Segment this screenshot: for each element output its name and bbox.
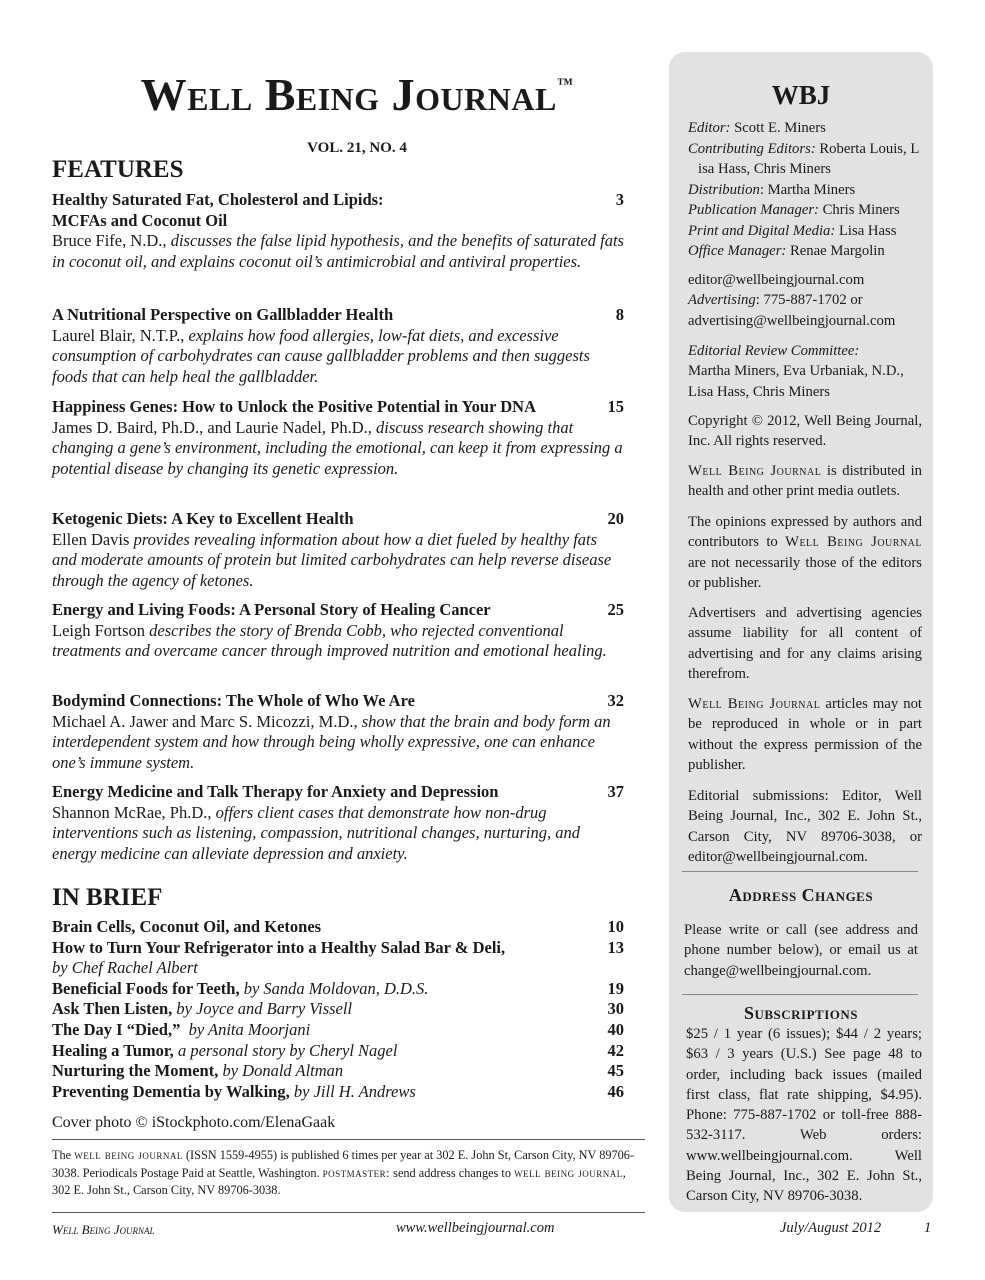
divider — [52, 1212, 645, 1213]
feature-title — [52, 305, 624, 326]
publication-info — [52, 1147, 644, 1200]
in-brief-list — [52, 917, 624, 1102]
staff-role: Contributing Editors: — [688, 140, 816, 157]
feature-title — [52, 190, 624, 211]
feature-item — [52, 397, 624, 479]
subscriptions-heading: Subscriptions — [743, 1003, 859, 1023]
feature-item — [52, 509, 624, 591]
feature-title-text: Energy Medicine and Talk Therapy for Anxiety and Depression — [52, 782, 499, 801]
brief-byline: by Jill H. Andrews — [289, 1081, 416, 1101]
brief-page: 42 — [607, 1040, 624, 1060]
feature-summary: discuss research showing that changing a gene’s environment, including the emotional, can keep it from expressing a potential disease by changing its genetic expression. — [52, 417, 623, 478]
divider — [682, 994, 918, 995]
journal-name: Well Being Journal — [688, 696, 821, 712]
divider — [52, 1139, 645, 1140]
brief-page: 40 — [607, 1019, 624, 1039]
advertising-value: : 775-887-1702 or advertising@wellbeingjournal.com — [688, 292, 896, 329]
journal-title-text: Well Being Journal — [140, 69, 557, 120]
feature-summary: describes the story of Brenda Cobb, who rejected conventional treatments and overcame cancer through improved nutrition and emotional healing. — [52, 620, 607, 660]
feature-page: 37 — [607, 782, 624, 801]
trademark: ™ — [556, 76, 574, 93]
brief-page: 46 — [607, 1081, 624, 1101]
list-item — [52, 958, 624, 979]
advertisers-note: Advertisers and advertising agencies assume liability for all content of advertising and for any claims arising therefrom. — [688, 605, 922, 682]
feature-item — [52, 600, 624, 662]
list-item — [52, 1041, 624, 1062]
feature-title — [52, 782, 624, 803]
pubinfo-text: (ISSN 1559-4955) is published 6 times per year at 302 E. John St, Carson City, NV 89706-3038. Periodicals Postage Paid at Seattle, Washington. — [52, 1148, 635, 1180]
list-item — [52, 1082, 624, 1103]
list-item — [52, 999, 624, 1020]
brief-title: How to Turn Your Refrigerator into a Healthy Salad Bar & Deli, — [52, 937, 506, 957]
feature-author: Laurel Blair, N.T.P., — [52, 325, 189, 345]
journal-name: Well Being Journal — [688, 463, 822, 479]
brief-title: Nurturing the Moment, — [52, 1061, 219, 1081]
feature-item — [52, 305, 624, 387]
feature-page: 20 — [607, 509, 624, 528]
staff-row — [688, 180, 924, 201]
reproduction-note — [688, 694, 922, 775]
feature-title-text: Happiness Genes: How to Unlock the Positive Potential in Your DNA — [52, 397, 537, 416]
staff-name: : Martha Miners — [759, 181, 856, 198]
feature-summary: show that the brain and body form an interdependent system and how through being wholly expressive, one can enhance one’s immune system. — [52, 711, 611, 772]
list-item — [52, 1020, 624, 1041]
review-label: Editorial Review Committee: — [688, 343, 860, 359]
advertising-label: Advertising — [688, 292, 756, 309]
brief-page: 19 — [607, 978, 624, 998]
address-changes-heading: Address Changes — [728, 885, 874, 905]
list-item — [52, 1061, 624, 1082]
feature-title-line2: MCFAs and Coconut Oil — [52, 210, 228, 230]
sidebar-title: WBJ — [771, 80, 831, 110]
brief-page: 45 — [607, 1061, 624, 1081]
staff-role: Publication Manager: — [688, 202, 819, 218]
staff-row — [688, 139, 924, 180]
opinions-text: are not necessarily those of the editors or publisher. — [688, 554, 922, 591]
feature-author: Michael A. Jawer and Marc S. Micozzi, M.D., — [52, 711, 362, 731]
feature-summary: provides revealing information about how a diet fueled by healthy fats and moderate amounts of protein but limited carbohydrates can help reverse disease through the agency of ketones. — [52, 529, 612, 590]
footer-issue-date: July/August 2012 — [780, 1220, 882, 1236]
feature-title — [52, 691, 624, 712]
brief-page: 10 — [607, 917, 624, 936]
staff-role: Editor: — [688, 120, 731, 136]
submissions-note: Editorial submissions: Editor, Well Being Journal, Inc., 302 E. John St., Carson City, NV 89706-3038, or editor@wellbeingjournal.com. — [688, 788, 922, 865]
feature-summary: explains how food allergies, low-fat diets, and excessive consumption of carbohydrates can cause gallbladder problems and then suggests foods that can help heal the gallbladder. — [52, 325, 590, 386]
features-heading: FEATURES — [52, 156, 184, 183]
brief-byline: by Chef Rachel Albert — [52, 958, 198, 978]
feature-page: 3 — [615, 190, 624, 209]
feature-author: Shannon McRae, Ph.D., — [52, 802, 216, 822]
editor-email-link[interactable]: editor@wellbeingjournal.com — [688, 272, 865, 288]
brief-page — [584, 958, 624, 979]
volume-number: VOL. 21, NO. 4 — [307, 140, 407, 156]
feature-desc — [52, 418, 624, 480]
journal-name: Well Being Journal — [785, 534, 922, 551]
staff-row — [688, 221, 924, 242]
brief-page: 13 — [607, 937, 624, 957]
cover-photo-credit: Cover photo © iStockphoto.com/ElenaGaak — [52, 1114, 336, 1131]
feature-author: Leigh Fortson — [52, 620, 150, 640]
feature-desc — [52, 326, 624, 388]
brief-byline: a personal story by Cheryl Nagel — [173, 1040, 398, 1060]
feature-page: 25 — [607, 600, 624, 619]
brief-byline: by Joyce and Barry Vissell — [172, 999, 353, 1019]
subscriptions-text: $25 / 1 year (6 issues); $44 / 2 years; $63 / 3 years (U.S.) See page 48 to order, including back issues (mailed first class, flat rate shipping, $4.95). Phone: 775-887-1702 or toll-free 888-532-3117. Web orders: www.wellbeingjournal.com. Well Being Journal, Inc., 302 E. John St., Carson City, NV 89706-3038. — [686, 1026, 922, 1205]
pubinfo-text: The — [52, 1148, 75, 1162]
address-changes-text: Please write or call (see address and phone number below), or email us at change@wellbeingjournal.com. — [684, 922, 918, 979]
review-committee — [688, 341, 922, 402]
pubinfo-text: , 302 E. John St., Carson City, NV 89706-3038. — [52, 1165, 626, 1197]
opinions-note — [688, 512, 922, 593]
feature-item — [52, 190, 624, 272]
contact-block — [688, 270, 922, 331]
feature-title-text: A Nutritional Perspective on Gallbladder Health — [52, 305, 394, 324]
footer-website-link[interactable]: www.wellbeingjournal.com — [396, 1220, 555, 1236]
staff-role: Office Manager: — [688, 243, 787, 259]
brief-title: Brain Cells, Coconut Oil, and Ketones — [52, 917, 322, 936]
feature-item — [52, 782, 624, 864]
staff-name: Scott E. Miners — [730, 120, 826, 136]
opinions-text: The opinions expressed by authors and contributors to — [688, 514, 922, 551]
brief-title: Ask Then Listen, — [52, 999, 173, 1019]
feature-author: Bruce Fife, N.D., — [52, 231, 171, 250]
feature-summary: offers client cases that demonstrate how non-drug interventions such as listening, compassion, nutritional changes, nurturing, and energy medicine can alleviate depression and anxiety. — [52, 802, 580, 863]
staff-role: Distribution — [688, 181, 760, 198]
copyright-text: Copyright © 2012, Well Being Journal, Inc. All rights reserved. — [688, 413, 922, 450]
page-number: 1 — [924, 1220, 932, 1236]
staff-row — [688, 118, 924, 139]
staff-row — [688, 241, 924, 262]
feature-title-text: Ketogenic Diets: A Key to Excellent Health — [52, 509, 354, 528]
staff-role: Print and Digital Media: — [688, 222, 836, 239]
brief-byline: by Donald Altman — [218, 1061, 344, 1081]
brief-byline: by Sanda Moldovan, D.D.S. — [239, 978, 429, 998]
feature-title-text: Energy and Living Foods: A Personal Story of Healing Cancer — [52, 600, 491, 619]
feature-title-text: Bodymind Connections: The Whole of Who We Are — [52, 691, 415, 710]
feature-summary: discusses the false lipid hypothesis, and the benefits of saturated fats in coconut oil, and explains coconut oil’s antimicrobial and antiviral properties. — [52, 231, 624, 271]
advertising-contact — [688, 290, 922, 331]
feature-author: Ellen Davis — [52, 529, 134, 549]
staff-name: Renae Margolin — [786, 243, 885, 259]
list-item — [52, 979, 624, 1000]
feature-desc — [52, 621, 624, 662]
pubinfo-text: send address changes to — [390, 1165, 515, 1180]
brief-title: Healing a Tumor, — [52, 1040, 174, 1060]
brief-byline: by Anita Moorjani — [180, 1019, 311, 1039]
feature-item — [52, 691, 624, 773]
staff-list — [688, 118, 924, 262]
feature-page: 32 — [607, 691, 624, 710]
feature-title — [52, 397, 624, 418]
journal-name: well being journal — [514, 1165, 623, 1180]
brief-page: 30 — [607, 999, 624, 1019]
journal-name: well being journal — [74, 1148, 183, 1162]
feature-desc — [52, 530, 624, 592]
review-members: Martha Miners, Eva Urbaniak, N.D., Lisa Hass, Chris Miners — [688, 363, 904, 400]
distribution-text: is distributed in health and other print media outlets. — [688, 463, 923, 500]
feature-title — [52, 509, 624, 530]
brief-title: Beneficial Foods for Teeth, — [52, 978, 240, 998]
feature-desc — [52, 231, 624, 272]
list-item — [52, 938, 624, 959]
in-brief-heading: IN BRIEF — [52, 884, 163, 911]
divider — [682, 871, 918, 872]
feature-desc — [52, 803, 624, 865]
brief-title: Preventing Dementia by Walking, — [52, 1081, 290, 1101]
feature-title-text: Healthy Saturated Fat, Cholesterol and Lipids: — [52, 190, 384, 209]
staff-name: Lisa Hass — [835, 222, 897, 239]
list-item — [52, 917, 624, 938]
feature-page: 8 — [615, 305, 624, 324]
feature-page: 15 — [607, 397, 624, 416]
distribution-note — [688, 461, 922, 502]
footer-journal-name: Well Being Journal — [52, 1222, 155, 1237]
journal-title — [52, 70, 662, 121]
feature-author: James D. Baird, Ph.D., and Laurie Nadel, Ph.D., — [52, 417, 376, 437]
feature-desc — [52, 712, 624, 774]
reproduction-text: articles may not be reproduced in whole or in part without the express permission of the publisher. — [688, 696, 923, 773]
postmaster-label: postmaster: — [322, 1165, 391, 1180]
staff-name: Roberta Louis, L isa Hass, Chris Miners — [698, 140, 919, 177]
staff-name: Chris Miners — [818, 202, 900, 218]
feature-title — [52, 600, 624, 621]
brief-title: The Day I “Died,” — [52, 1019, 181, 1039]
staff-row — [688, 200, 924, 221]
